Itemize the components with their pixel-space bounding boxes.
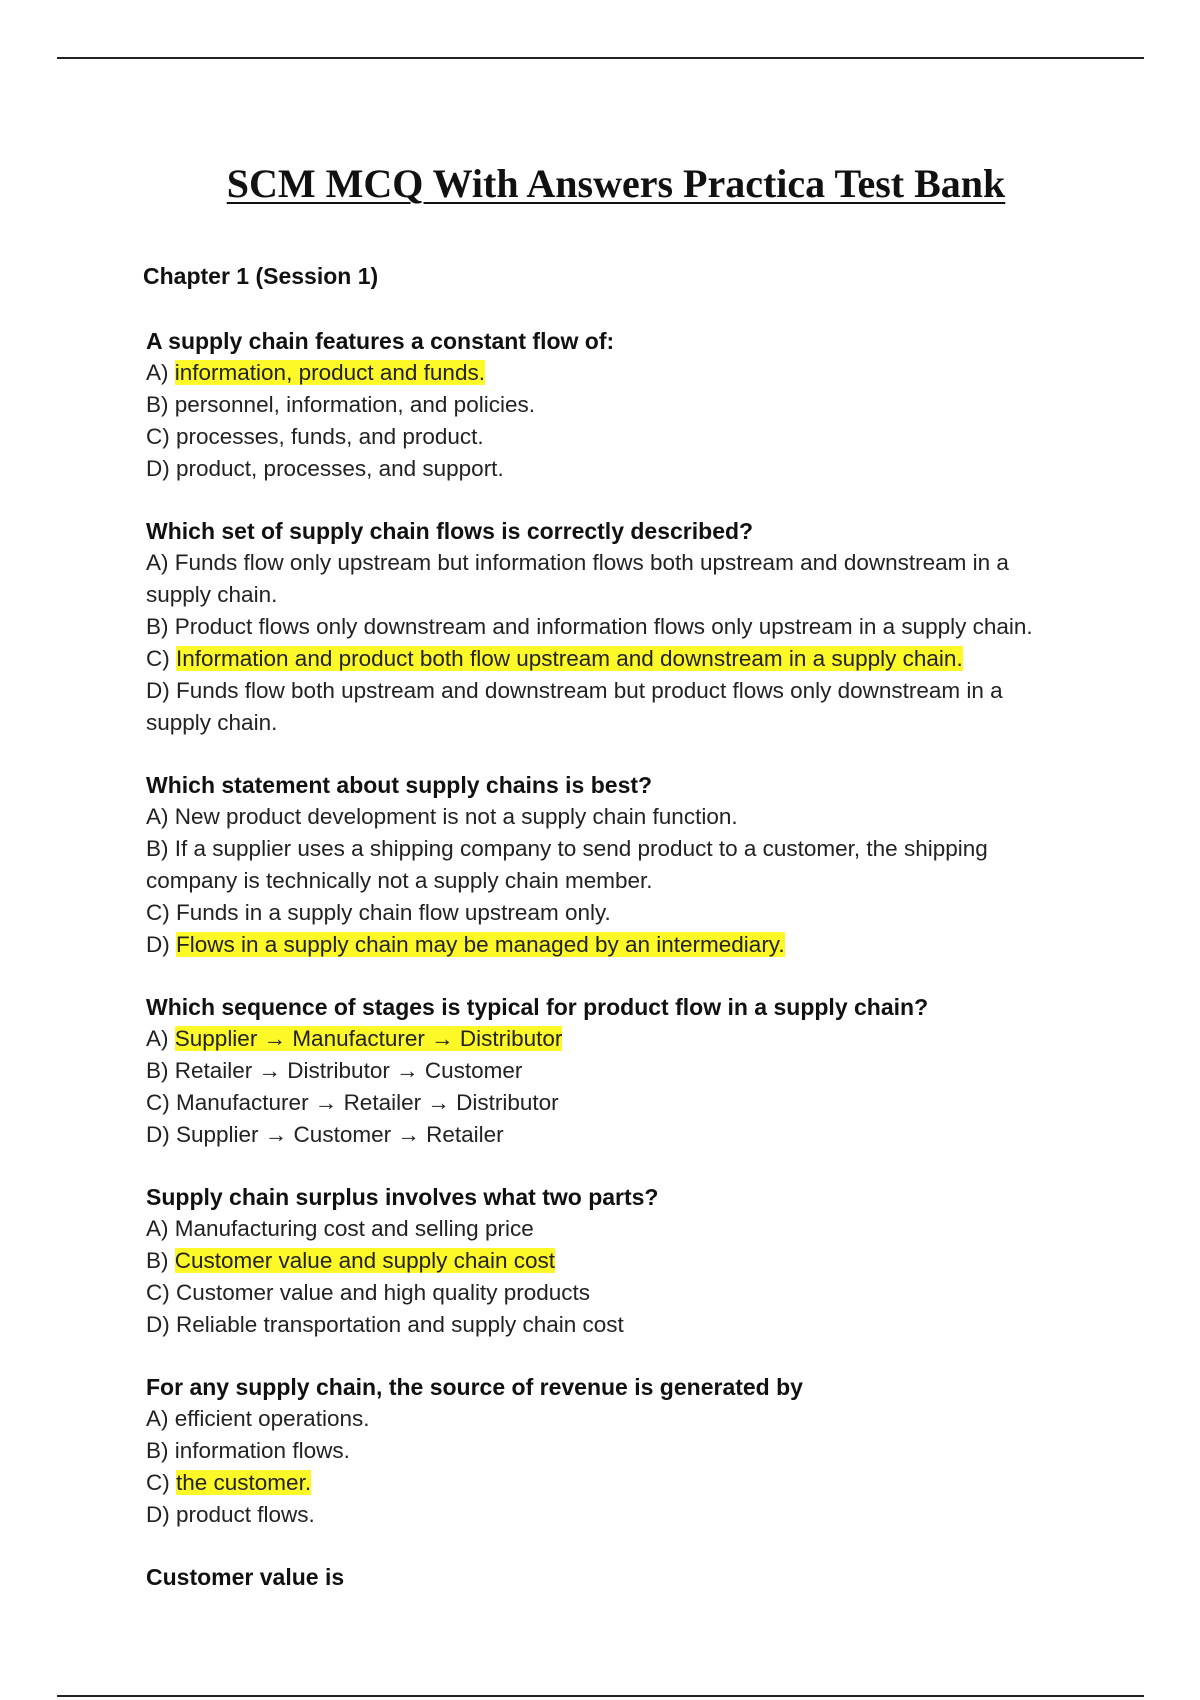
- question-text: Which statement about supply chains is best?: [146, 772, 653, 798]
- answer-option: [146, 1087, 1066, 1119]
- option-text: New product development is not a supply chain function.: [174, 804, 738, 829]
- option-letter: B): [146, 1248, 175, 1273]
- option-letter: C): [146, 646, 176, 671]
- option-letter: B): [146, 1058, 175, 1083]
- answer-option: [146, 643, 1066, 675]
- option-letter: A): [146, 550, 175, 575]
- answer-option: [146, 1403, 1066, 1435]
- question-text: Which sequence of stages is typical for product flow in a supply chain?: [146, 994, 929, 1020]
- option-text: Reliable transportation and supply chain cost: [176, 1312, 624, 1337]
- option-text: information flows.: [174, 1438, 350, 1463]
- answer-option: [146, 389, 1066, 421]
- question-text: A supply chain features a constant flow of:: [146, 328, 615, 354]
- answer-option: [146, 675, 1066, 739]
- option-text: Manufacturer → Retailer → Distributor: [176, 1090, 559, 1115]
- correct-answer-text: the customer.: [176, 1470, 312, 1495]
- option-letter: D): [146, 932, 176, 957]
- option-letter: D): [146, 1312, 176, 1337]
- question-block: [146, 1181, 1066, 1341]
- chapter-heading: Chapter 1 (Session 1): [143, 263, 379, 289]
- option-letter: D): [146, 456, 176, 481]
- document-title-text: SCM MCQ With Answers Practica Test Bank: [226, 161, 1006, 206]
- option-letter: B): [146, 1438, 175, 1463]
- question-block: [146, 515, 1066, 739]
- correct-answer-text: Supplier → Manufacturer → Distributor: [174, 1026, 563, 1051]
- option-text: Customer value and high quality products: [176, 1280, 590, 1305]
- option-letter: A): [146, 1216, 175, 1241]
- answer-option: [146, 611, 1066, 643]
- correct-answer-text: Flows in a supply chain may be managed by an intermediary.: [176, 932, 785, 957]
- answer-option: [146, 929, 1066, 961]
- question-text: Customer value is: [146, 1564, 345, 1590]
- answer-option: [146, 1467, 1066, 1499]
- option-letter: C): [146, 1280, 176, 1305]
- option-letter: B): [146, 614, 175, 639]
- answer-option: [146, 1309, 1066, 1341]
- answer-option: [146, 1277, 1066, 1309]
- answer-option: [146, 897, 1066, 929]
- option-letter: C): [146, 424, 176, 449]
- document-title: [0, 160, 1200, 207]
- option-text: Supplier → Customer → Retailer: [176, 1122, 504, 1147]
- bottom-rule: [57, 1695, 1144, 1697]
- option-text: product flows.: [176, 1502, 315, 1527]
- answer-option: [146, 1023, 1066, 1055]
- option-text: Funds flow both upstream and downstream but product flows only downstream in a supply chain.: [146, 678, 1003, 735]
- correct-answer-text: Information and product both flow upstream and downstream in a supply chain.: [176, 646, 963, 671]
- option-letter: A): [146, 1026, 175, 1051]
- option-letter: C): [146, 900, 176, 925]
- correct-answer-text: Customer value and supply chain cost: [174, 1248, 555, 1273]
- option-letter: A): [146, 1406, 175, 1431]
- answer-option: [146, 547, 1066, 611]
- option-letter: C): [146, 1090, 176, 1115]
- option-text: Manufacturing cost and selling price: [174, 1216, 534, 1241]
- option-text: Product flows only downstream and information flows only upstream in a supply chain.: [174, 614, 1033, 639]
- option-text: product, processes, and support.: [176, 456, 504, 481]
- answer-option: [146, 357, 1066, 389]
- question-block: [146, 1371, 1066, 1531]
- option-text: personnel, information, and policies.: [174, 392, 535, 417]
- option-text: efficient operations.: [174, 1406, 370, 1431]
- option-text: Retailer → Distributor → Customer: [174, 1058, 523, 1083]
- answer-option: [146, 1213, 1066, 1245]
- option-letter: B): [146, 392, 175, 417]
- answer-option: [146, 1499, 1066, 1531]
- option-text: Funds flow only upstream but information flows both upstream and downstream in a supply chain.: [146, 550, 1009, 607]
- question-block: [146, 769, 1066, 961]
- option-letter: D): [146, 1502, 176, 1527]
- answer-option: [146, 1119, 1066, 1151]
- answer-option: [146, 1055, 1066, 1087]
- question-text: For any supply chain, the source of revenue is generated by: [146, 1374, 803, 1400]
- answer-option: [146, 833, 1066, 897]
- option-letter: C): [146, 1470, 176, 1495]
- option-text: If a supplier uses a shipping company to send product to a customer, the shipping company is technically not a supply chain member.: [146, 836, 988, 893]
- option-letter: A): [146, 804, 175, 829]
- answer-option: [146, 1435, 1066, 1467]
- correct-answer-text: information, product and funds.: [174, 360, 485, 385]
- option-letter: D): [146, 1122, 176, 1147]
- question-block: [146, 325, 1066, 485]
- answer-option: [146, 453, 1066, 485]
- answer-option: [146, 421, 1066, 453]
- answer-option: [146, 1245, 1066, 1277]
- top-rule: [57, 57, 1144, 59]
- option-text: Funds in a supply chain flow upstream only.: [176, 900, 611, 925]
- answer-option: [146, 801, 1066, 833]
- option-letter: D): [146, 678, 176, 703]
- question-text: Supply chain surplus involves what two parts?: [146, 1184, 659, 1210]
- option-text: processes, funds, and product.: [176, 424, 484, 449]
- question-list: [146, 325, 1066, 1623]
- question-block: [146, 991, 1066, 1151]
- option-letter: B): [146, 836, 175, 861]
- question-text: Which set of supply chain flows is correctly described?: [146, 518, 754, 544]
- option-letter: A): [146, 360, 175, 385]
- question-block: [146, 1561, 1066, 1593]
